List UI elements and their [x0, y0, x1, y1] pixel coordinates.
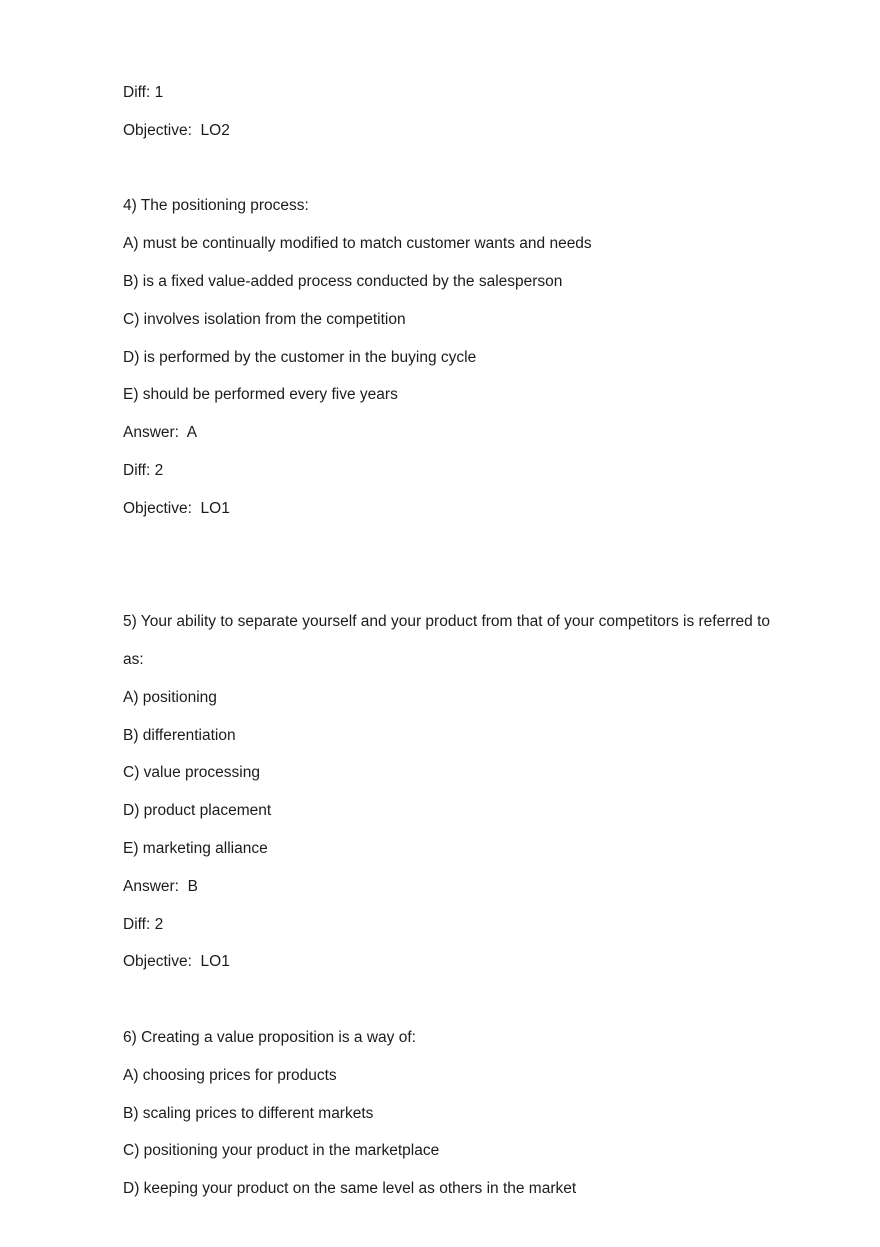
question-stem: 6) Creating a value proposition is a way of: [123, 1028, 416, 1046]
option-line: E) should be performed every five years [123, 386, 398, 404]
option-line: A) must be continually modified to match customer wants and needs [123, 235, 592, 253]
option-line: C) value processing [123, 764, 260, 782]
objective-line: Objective: LO2 [123, 121, 230, 139]
question-6 [123, 1019, 785, 1208]
option-line: D) product placement [123, 802, 272, 820]
option-line: E) marketing alliance [123, 839, 268, 857]
option-line: C) positioning your product in the marketplace [123, 1142, 440, 1160]
option-line: B) is a fixed value-added process conducted by the salesperson [123, 272, 563, 290]
option-line: D) is performed by the customer in the buying cycle [123, 348, 477, 366]
answer-line: Answer: B [123, 877, 198, 895]
objective-line: Objective: LO1 [123, 953, 230, 971]
option-line: A) choosing prices for products [123, 1066, 337, 1084]
diff-line: Diff: 2 [123, 915, 164, 933]
option-line: C) involves isolation from the competition [123, 310, 406, 328]
diff-line: Diff: 1 [123, 84, 164, 101]
question-stem: 5) Your ability to separate yourself and your product from that of your competitors is referred to as: [123, 613, 775, 668]
question-3-trailing-meta [123, 74, 785, 150]
question-4 [123, 187, 785, 527]
option-line: B) scaling prices to different markets [123, 1104, 374, 1122]
objective-line: Objective: LO1 [123, 499, 230, 517]
option-line: D) keeping your product on the same level as others in the market [123, 1180, 577, 1198]
diff-line: Diff: 2 [123, 461, 164, 479]
answer-line: Answer: A [123, 424, 198, 442]
question-5 [123, 603, 785, 981]
question-stem: 4) The positioning process: [123, 197, 309, 215]
option-line: A) positioning [123, 688, 217, 706]
option-line: B) differentiation [123, 726, 236, 744]
